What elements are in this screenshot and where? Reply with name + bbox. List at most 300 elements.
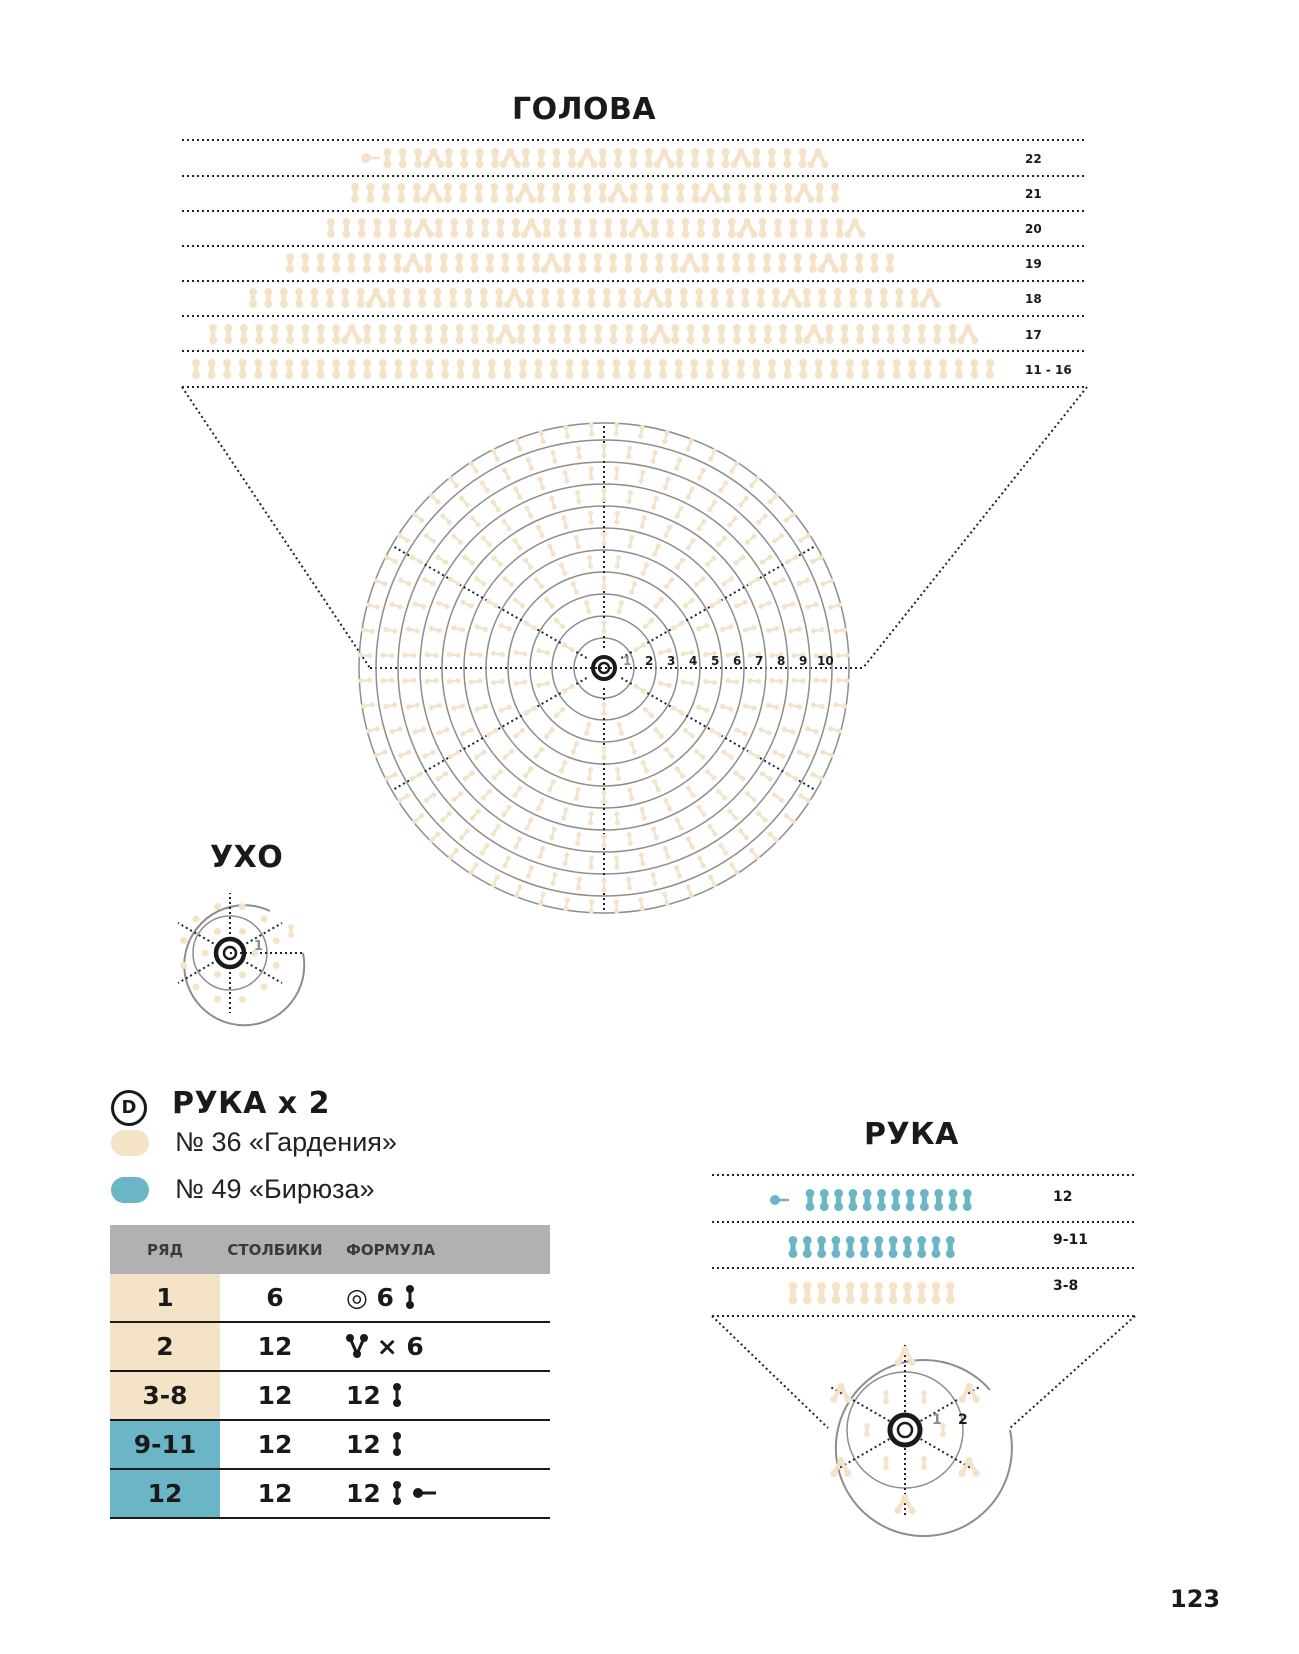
round-stitch — [728, 460, 740, 475]
single-crochet-stitch — [783, 148, 791, 156]
round-stitch — [550, 872, 558, 887]
single-crochet-stitch — [863, 1202, 872, 1211]
single-crochet-stitch — [706, 160, 714, 168]
round-stitch-dot — [412, 601, 419, 608]
round-stitch — [685, 486, 696, 501]
single-crochet-stitch — [512, 218, 520, 226]
round-stitch-dot — [614, 475, 620, 481]
single-crochet-stitch — [706, 148, 714, 156]
single-crochet-stitch — [517, 253, 525, 261]
single-crochet-stitch — [373, 218, 381, 226]
round-stitch-dot — [614, 864, 620, 870]
round-stitch — [746, 576, 761, 588]
round-stitch-dot — [615, 510, 621, 516]
round-stitch-dot — [517, 884, 524, 891]
single-crochet-stitch — [891, 1189, 900, 1198]
ear-stitch — [193, 983, 200, 990]
arm-row-label: 3-8 — [1053, 1278, 1079, 1294]
round-stitch-dot — [725, 652, 731, 658]
single-crochet-stitch — [425, 324, 433, 332]
round-stitch-dot — [643, 768, 650, 775]
single-crochet-stitch — [472, 371, 480, 379]
round-stitch-dot — [601, 755, 606, 760]
single-crochet-stitch — [695, 300, 703, 308]
single-crochet-stitch — [645, 160, 653, 168]
single-crochet-stitch — [240, 336, 248, 344]
round-stitch — [447, 749, 462, 761]
round-stitch-dot — [774, 704, 780, 710]
single-crochet-stitch — [768, 371, 776, 379]
increase-stitch — [509, 337, 516, 344]
round-stitch-dot — [468, 651, 474, 657]
round-stitch — [583, 721, 592, 736]
increase-stitch — [972, 1396, 979, 1403]
round-stitch — [693, 748, 707, 761]
round-stitch-dot — [662, 891, 668, 897]
single-crochet-stitch — [444, 183, 452, 191]
round-stitch — [424, 678, 438, 684]
round-stitch — [638, 897, 645, 912]
round-stitch-dot — [601, 444, 606, 449]
single-crochet-stitch — [503, 359, 511, 367]
single-crochet-stitch — [893, 359, 901, 367]
single-crochet-stitch — [476, 160, 484, 168]
single-crochet-stitch — [223, 359, 231, 367]
single-crochet-stitch — [955, 371, 963, 379]
round-stitch — [670, 705, 685, 717]
round-stitch-dot — [631, 581, 638, 588]
round-stitch — [428, 492, 442, 506]
single-crochet-stitch — [449, 288, 457, 296]
round-stitch — [361, 702, 376, 709]
single-crochet-stitch — [795, 324, 803, 332]
increase-stitch — [521, 231, 528, 238]
increase-stitch — [800, 183, 807, 190]
increase-stitch — [422, 196, 429, 203]
round-stitch — [490, 499, 502, 514]
single-crochet-stitch — [805, 218, 813, 226]
increase-stitch — [518, 301, 525, 308]
single-crochet-stitch — [856, 336, 864, 344]
single-crochet-stitch — [533, 336, 541, 344]
single-crochet-stitch — [795, 336, 803, 344]
round-stitch — [424, 652, 438, 658]
round-stitch-dot — [537, 854, 544, 861]
round-stitch — [601, 532, 606, 546]
single-crochet-stitch — [748, 324, 756, 332]
round-stitch-dot — [499, 652, 505, 658]
single-crochet-stitch — [208, 359, 216, 367]
round-stitch — [614, 855, 620, 869]
single-crochet-stitch — [676, 148, 684, 156]
round-stitch — [513, 884, 523, 899]
single-crochet-stitch — [629, 160, 637, 168]
row-cell: 9-11 — [110, 1420, 220, 1469]
single-crochet-stitch — [537, 160, 545, 168]
round-stitch-dot — [540, 438, 546, 444]
single-crochet-stitch — [589, 218, 597, 226]
single-crochet-stitch — [701, 253, 709, 261]
round-stitch — [766, 492, 780, 506]
single-crochet-stitch — [789, 230, 797, 238]
single-crochet-stitch — [789, 1295, 798, 1304]
round-stitch-dot — [506, 625, 513, 632]
round-stitch — [614, 466, 620, 480]
arm-magic-ring — [890, 1415, 920, 1445]
round-stitch-dot — [627, 490, 633, 496]
increase-stitch — [511, 288, 518, 295]
single-crochet-stitch — [459, 195, 467, 203]
single-crochet-stitch — [917, 1249, 926, 1258]
single-crochet-stitch — [522, 160, 530, 168]
round-stitch — [833, 627, 848, 634]
formula-text: × 6 — [376, 1332, 424, 1361]
round-stitch — [810, 627, 825, 635]
single-crochet-stitch — [326, 288, 334, 296]
single-crochet-stitch — [280, 288, 288, 296]
single-crochet-stitch — [224, 324, 232, 332]
round-stitch-dot — [813, 601, 819, 607]
ear-stitch — [214, 996, 221, 1003]
arm-round-label: 1 — [932, 1412, 942, 1428]
round-stitch-dot — [781, 726, 788, 733]
single-crochet-stitch — [874, 1236, 883, 1245]
single-crochet-stitch — [783, 160, 791, 168]
round-stitch-dot — [734, 679, 740, 685]
round-stitch-dot — [628, 740, 635, 747]
single-crochet-stitch — [541, 300, 549, 308]
single-crochet-stitch — [906, 1189, 915, 1198]
round-stitch-dot — [790, 729, 797, 736]
round-stitch-dot — [765, 627, 771, 633]
stitches-cell: 12 — [220, 1322, 330, 1371]
arm-stitch — [883, 1464, 889, 1470]
round-stitch-dot — [627, 445, 633, 451]
single-crochet-stitch — [712, 230, 720, 238]
round-stitch-dot — [758, 603, 765, 610]
single-crochet-stitch — [270, 359, 278, 367]
round-stitch-dot — [382, 749, 389, 756]
round-stitch — [589, 900, 595, 914]
round-stitch-dot — [575, 787, 581, 793]
single-crochet-stitch — [832, 1236, 841, 1245]
round-stitch — [485, 598, 500, 610]
round-stitch-dot — [561, 815, 567, 821]
round-stitch — [500, 804, 512, 818]
single-crochet-stitch — [581, 359, 589, 367]
round-stitch-dot — [397, 577, 404, 584]
single-crochet-stitch — [486, 336, 494, 344]
round-stitch-dot — [540, 891, 546, 897]
single-crochet-stitch — [659, 371, 667, 379]
round-stitch — [380, 678, 394, 684]
round-stitch — [642, 706, 656, 720]
single-crochet-stitch — [820, 218, 828, 226]
round-label: 4 — [689, 654, 698, 668]
single-crochet-stitch — [880, 288, 888, 296]
round-stitch — [589, 422, 595, 436]
round-stitch — [797, 532, 812, 544]
single-crochet-stitch — [784, 371, 792, 379]
round-stitch — [673, 864, 683, 879]
single-crochet-stitch — [572, 300, 580, 308]
round-stitch-dot — [588, 811, 594, 817]
round-stitch-dot — [451, 625, 457, 631]
single-crochet-stitch — [645, 195, 653, 203]
increase-stitch — [744, 218, 751, 225]
round-stitch — [632, 642, 647, 654]
round-stitch — [674, 556, 686, 570]
single-crochet-stitch — [918, 324, 926, 332]
single-crochet-stitch — [932, 1295, 941, 1304]
round-stitch-dot — [601, 576, 606, 581]
formula-text: 12 — [346, 1479, 381, 1508]
round-stitch-dot — [774, 625, 780, 631]
round-stitch — [748, 475, 761, 489]
single-crochet-stitch — [351, 195, 359, 203]
single-crochet-stitch — [717, 253, 725, 261]
ear-stitch — [214, 971, 221, 978]
round-stitch-dot — [402, 678, 408, 684]
round-stitch — [614, 555, 621, 570]
single-crochet-stitch — [254, 359, 262, 367]
round-stitch — [827, 726, 842, 735]
single-crochet-stitch — [457, 371, 465, 379]
round-stitch-dot — [382, 581, 389, 588]
round-stitch — [663, 797, 674, 812]
round-stitch-dot — [424, 678, 430, 684]
round-stitch-dot — [550, 880, 556, 886]
ear-stitch — [239, 996, 246, 1003]
single-crochet-stitch — [830, 371, 838, 379]
increase-stitch — [708, 183, 715, 190]
round-stitch-dot — [405, 704, 411, 710]
arm-title: РУКА — [864, 1117, 959, 1152]
row-label: 20 — [1025, 222, 1042, 236]
section-letter-icon: D — [111, 1090, 147, 1126]
round-stitch-dot — [588, 510, 594, 516]
single-crochet-stitch — [769, 195, 777, 203]
round-stitch-dot — [428, 625, 434, 631]
single-crochet-stitch — [628, 359, 636, 367]
single-crochet-stitch — [424, 253, 432, 261]
single-crochet-stitch — [604, 230, 612, 238]
round-stitch — [638, 852, 646, 867]
round-stitch-dot — [819, 627, 825, 633]
round-stitch — [570, 581, 580, 596]
ear-stitch — [273, 937, 280, 944]
round-stitch-dot — [804, 726, 810, 732]
single-crochet-stitch — [332, 324, 340, 332]
single-crochet-stitch — [748, 265, 756, 273]
single-crochet-stitch — [789, 1282, 798, 1291]
single-crochet-stitch — [643, 359, 651, 367]
increase-stitch — [379, 301, 386, 308]
single-crochet-stitch — [789, 1249, 798, 1258]
single-crochet-stitch — [397, 195, 405, 203]
round-stitch — [537, 845, 546, 860]
single-crochet-stitch — [717, 324, 725, 332]
single-crochet-stitch — [450, 218, 458, 226]
round-stitch — [523, 620, 538, 632]
single-crochet-stitch — [774, 218, 782, 226]
single-crochet-stitch — [471, 253, 479, 261]
single-crochet-stitch — [784, 359, 792, 367]
single-crochet-stitch — [568, 195, 576, 203]
round-stitch-dot — [756, 679, 762, 685]
single-crochet-stitch — [763, 253, 771, 261]
single-crochet-stitch — [456, 324, 464, 332]
single-crochet-stitch — [566, 371, 574, 379]
single-crochet-stitch — [620, 230, 628, 238]
round-stitch-dot — [791, 653, 797, 659]
single-crochet-stitch — [849, 300, 857, 308]
round-stitch — [490, 554, 504, 568]
single-crochet-stitch — [963, 1202, 972, 1211]
increase-stitch — [656, 324, 663, 331]
single-crochet-stitch — [317, 336, 325, 344]
round-stitch — [769, 678, 783, 684]
single-crochet-stitch — [872, 324, 880, 332]
single-crochet-stitch — [889, 1282, 898, 1291]
single-crochet-stitch — [634, 300, 642, 308]
single-crochet-stitch — [891, 1202, 900, 1211]
single-crochet-stitch — [794, 265, 802, 273]
round-stitch — [601, 488, 606, 502]
single-crochet-stitch — [924, 359, 932, 367]
round-stitch — [522, 765, 534, 779]
single-crochet-stitch — [295, 300, 303, 308]
round-stitch — [717, 479, 729, 494]
round-stitch — [771, 532, 785, 545]
single-crochet-stitch — [806, 1202, 815, 1211]
round-stitch — [575, 876, 582, 891]
round-stitch — [490, 874, 501, 889]
round-stitch — [719, 624, 734, 633]
round-stitch — [468, 651, 482, 658]
arm-stitch — [921, 1464, 927, 1470]
round-stitch-dot — [626, 454, 632, 460]
increase-stitch — [957, 337, 964, 344]
single-crochet-stitch — [697, 230, 705, 238]
round-stitch-dot — [576, 832, 582, 838]
single-crochet-stitch — [301, 324, 309, 332]
round-stitch-dot — [564, 852, 570, 858]
single-crochet-stitch — [264, 288, 272, 296]
round-stitch — [490, 448, 501, 463]
round-stitch-dot — [662, 484, 669, 491]
formula-text: 12 — [346, 1430, 381, 1459]
single-crochet-stitch — [629, 148, 637, 156]
single-crochet-stitch — [846, 359, 854, 367]
round-stitch-dot — [435, 729, 442, 736]
round-stitch-dot — [551, 504, 558, 511]
round-stitch-dot — [397, 752, 404, 759]
single-crochet-stitch — [424, 265, 432, 273]
round-stitch — [575, 490, 582, 505]
round-stitch-dot — [392, 702, 398, 708]
round-stitch — [771, 791, 785, 804]
single-crochet-stitch — [604, 218, 612, 226]
round-stitch-dot — [544, 650, 550, 656]
round-stitch-dot — [704, 707, 711, 714]
single-crochet-stitch — [535, 359, 543, 367]
single-crochet-stitch — [612, 371, 620, 379]
round-stitch-dot — [676, 457, 683, 464]
round-stitch — [601, 444, 606, 458]
single-crochet-stitch — [817, 1282, 826, 1291]
round-stitch-dot — [751, 625, 757, 631]
round-stitch-dot — [627, 543, 633, 549]
round-stitch-dot — [614, 767, 620, 773]
round-stitch-dot — [614, 563, 620, 569]
round-stitch-dot — [389, 601, 395, 607]
single-crochet-stitch — [209, 324, 217, 332]
round-stitch-dot — [820, 749, 827, 756]
round-stitch-dot — [804, 577, 811, 584]
increase-stitch — [355, 337, 362, 344]
single-crochet-stitch — [825, 324, 833, 332]
round-stitch — [469, 808, 482, 822]
single-crochet-stitch — [609, 253, 617, 261]
single-crochet-stitch — [363, 359, 371, 367]
single-crochet-stitch — [874, 1282, 883, 1291]
round-stitch — [490, 768, 504, 782]
single-crochet-stitch — [841, 324, 849, 332]
round-stitch — [695, 804, 707, 818]
arm-stitch — [921, 1390, 927, 1396]
single-crochet-stitch — [903, 1282, 912, 1291]
increase-stitch — [429, 183, 436, 190]
round-stitch — [412, 601, 427, 610]
single-crochet-stitch — [818, 300, 826, 308]
single-crochet-stitch — [625, 336, 633, 344]
single-crochet-stitch — [893, 371, 901, 379]
increase-stitch — [837, 1383, 844, 1390]
single-crochet-stitch — [860, 1282, 869, 1291]
single-crochet-stitch — [599, 148, 607, 156]
increase-stitch — [844, 1470, 851, 1477]
single-crochet-stitch — [659, 359, 667, 367]
round-stitch — [358, 653, 372, 659]
round-stitch-dot — [601, 629, 606, 634]
single-crochet-stitch — [501, 253, 509, 261]
increase-stitch — [584, 148, 591, 155]
round-stitch — [626, 832, 633, 847]
single-crochet-stitch — [741, 288, 749, 296]
single-crochet-stitch — [908, 371, 916, 379]
increase-stitch — [693, 266, 700, 273]
round-stitch — [715, 534, 728, 548]
round-stitch-dot — [601, 541, 606, 546]
single-crochet-stitch — [752, 160, 760, 168]
round-stitch — [719, 703, 734, 712]
increase-stitch — [522, 183, 529, 190]
round-stitch — [397, 577, 412, 587]
round-stitch-dot — [791, 678, 797, 684]
single-crochet-stitch — [799, 371, 807, 379]
increase-stitch — [971, 337, 978, 344]
round-stitch-dot — [836, 678, 841, 683]
single-crochet-stitch — [537, 195, 545, 203]
round-stitch — [685, 884, 695, 899]
round-stitch — [498, 704, 513, 714]
single-crochet-stitch — [895, 288, 903, 296]
round-stitch-dot — [576, 454, 582, 460]
round-stitch-dot — [474, 624, 481, 631]
single-crochet-stitch — [456, 336, 464, 344]
round-stitch-dot — [810, 702, 816, 708]
